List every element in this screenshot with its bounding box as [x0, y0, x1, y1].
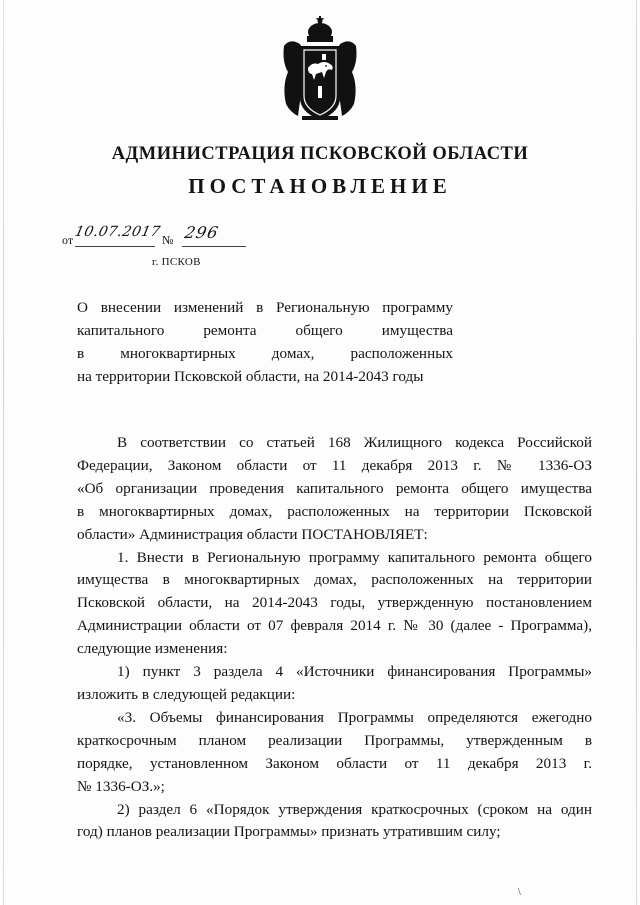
body-line: № 1336-ОЗ.»; — [77, 777, 165, 795]
document-body — [77, 432, 592, 844]
date-prefix-label: от — [62, 233, 74, 247]
body-line: в многоквартирных домах, расположенных на территории Псковской — [77, 502, 592, 520]
body-line: Администрации области от 07 февраля 2014 г. № 30 (далее - Программа), — [77, 617, 592, 635]
body-line: Псковской области, на 2014-2043 годы, утвержденную постановлением — [77, 594, 592, 612]
body-line: следующие изменения: — [77, 640, 228, 658]
body-line: краткосрочным планом реализации Программы, утвержденным в — [77, 731, 592, 749]
body-line: 1) пункт 3 раздела 4 «Источники финансирования Программы» — [117, 663, 592, 681]
subject-line: в многоквартирных домах, расположенных — [77, 345, 453, 362]
body-line: области» Администрация области ПОСТАНОВЛЯЕТ: — [77, 525, 428, 543]
scan-edge-right — [636, 0, 637, 905]
subject-line: капитального ремонта общего имущества — [77, 322, 453, 339]
document-type-title: ПОСТАНОВЛЕНИЕ — [188, 174, 452, 198]
date-number-line — [62, 223, 262, 248]
handwritten-date: 10.07.2017 — [73, 224, 162, 240]
organization-title: АДМИНИСТРАЦИЯ ПСКОВСКОЙ ОБЛАСТИ — [111, 144, 529, 164]
body-line: «3. Объемы финансирования Программы определяются ежегодно — [117, 708, 592, 726]
date-underline — [75, 246, 155, 247]
pskov-coat-of-arms-icon — [280, 16, 360, 126]
body-line: 1. Внести в Региональную программу капитального ремонта общего — [117, 548, 592, 566]
number-underline — [182, 246, 246, 247]
number-prefix-label: № — [162, 233, 174, 247]
subject-line: О внесении изменений в Региональную программу — [77, 299, 453, 316]
body-line: «Об организации проведения капитального ремонта общего имущества — [77, 479, 592, 497]
body-line: Федерации, Законом области от 11 декабря 2013 г. № 1336-ОЗ — [77, 456, 592, 474]
body-line: имущества в многоквартирных домах, расположенных на территории — [77, 571, 592, 589]
scan-mark: \ — [518, 887, 521, 898]
handwritten-number: 296 — [182, 223, 221, 242]
body-line: изложить в следующей редакции: — [77, 685, 296, 703]
body-line: В соответствии со статьей 168 Жилищного кодекса Российской — [117, 434, 592, 451]
document-subject — [77, 296, 453, 388]
city-label: г. ПСКОВ — [152, 256, 201, 268]
subject-line: на территории Псковской области, на 2014-2043 годы — [77, 368, 424, 385]
body-line: год) планов реализации Программы» признать утратившим силу; — [77, 823, 501, 841]
body-line: 2) раздел 6 «Порядок утверждения краткосрочных (сроком на один — [117, 800, 592, 818]
scan-edge-left — [3, 0, 4, 905]
body-line: порядке, установленном Законом области от 11 декабря 2013 г. — [77, 754, 592, 772]
